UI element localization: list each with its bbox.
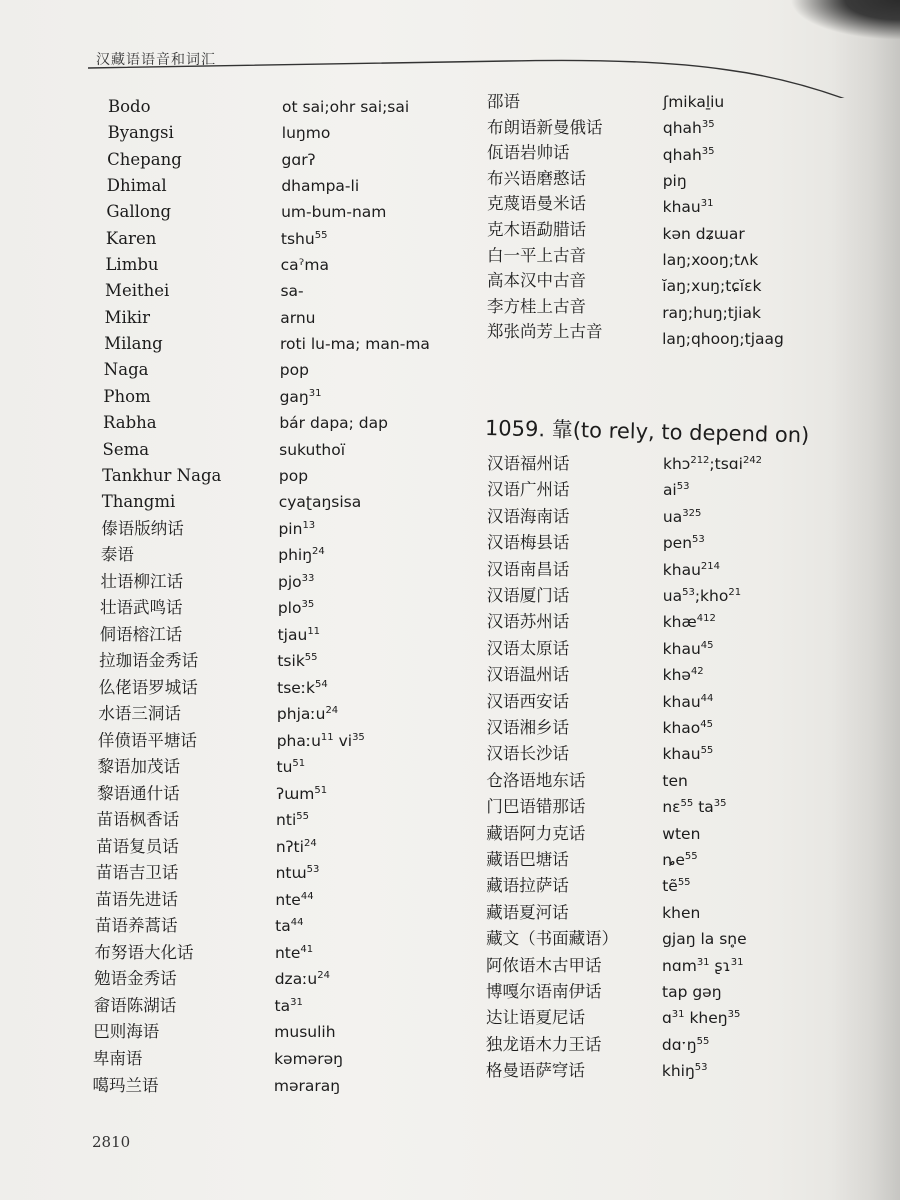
language-name: 侗语榕江话 — [99, 624, 183, 644]
word-form: piŋ — [662, 172, 687, 191]
word-form: plo$^{35}$ — [277, 599, 315, 618]
word-form: arnu — [280, 308, 316, 327]
language-name: 苗语养蒿话 — [94, 916, 178, 936]
language-name: Mikir — [104, 307, 150, 327]
language-name: 汉语湘乡话 — [486, 718, 569, 737]
language-name: 畲语陈湖话 — [93, 995, 177, 1015]
language-name: 格曼语萨穹话 — [485, 1061, 585, 1081]
language-name: 巴则海语 — [93, 1022, 160, 1042]
language-name: 黎语加茂话 — [97, 757, 180, 776]
language-name: Limbu — [105, 254, 159, 274]
word-form: gjaŋ la sn̥e — [662, 930, 747, 949]
language-name: 郑张尚芳上古音 — [487, 322, 603, 342]
word-form: phiŋ$^{24}$ — [278, 546, 325, 565]
word-form: pop — [278, 466, 309, 485]
language-name: Karen — [105, 228, 157, 248]
word-form: $ȵe^{55}$ — [662, 851, 698, 869]
language-name: 藏语阿力克话 — [486, 823, 586, 843]
word-form: khau$^{44}$ — [662, 692, 714, 711]
word-form: khiŋ$^{53}$ — [661, 1062, 708, 1081]
word-form: gɑrʔ — [281, 150, 316, 169]
word-form: kən dʑɯar — [662, 224, 745, 243]
word-form: phaːu$^{11}$ $vi^{35}$ — [276, 731, 365, 750]
word-form: $tu^{51}$ — [276, 758, 306, 776]
language-name: 泰语 — [100, 545, 134, 565]
language-name: Rabha — [102, 413, 157, 433]
language-name: 汉语广州话 — [486, 480, 570, 500]
page-curl-shadow — [830, 0, 900, 1200]
language-name: 卑南语 — [92, 1048, 143, 1068]
language-name: 布兴语磨憨话 — [487, 168, 586, 188]
word-form: $ua^{53};kho^{21}$ — [662, 587, 742, 605]
language-name: Dhimal — [106, 175, 167, 195]
word-form: dhampa-li — [281, 176, 360, 195]
language-name: 布朗语新曼俄话 — [487, 117, 603, 137]
word-form: khen — [662, 903, 701, 922]
language-name: Sema — [102, 439, 150, 459]
word-form: dɑˑŋ$^{55}$ — [661, 1035, 710, 1054]
word-form: khao$^{45}$ — [662, 719, 714, 737]
language-name: 高本汉中古音 — [487, 271, 586, 291]
running-head: 汉藏语语音和词汇 — [96, 52, 216, 68]
language-name: 苗语枫香话 — [96, 810, 180, 830]
language-name: Milang — [104, 334, 163, 354]
language-name: 噶玛兰语 — [92, 1075, 159, 1095]
word-form: məraraŋ — [273, 1076, 341, 1095]
word-form: ɑ$^{31}$ kheŋ$^{35}$ — [661, 1009, 741, 1028]
word-form: nte$^{41}$ — [274, 943, 314, 962]
word-form: roti lu-ma; man-ma — [280, 335, 430, 354]
page-corner-shadow — [790, 0, 900, 40]
language-name: 水语三洞话 — [98, 704, 181, 724]
language-name: 傣语版纳话 — [101, 518, 184, 538]
word-form: khau$^{214}$ — [662, 560, 721, 579]
language-name: 汉语梅县话 — [486, 533, 570, 553]
language-name: 汉语海南话 — [486, 506, 570, 526]
language-name: 藏语拉萨话 — [486, 876, 569, 896]
language-name: 博嘎尔语南伊话 — [486, 982, 602, 1001]
header-rule — [88, 58, 848, 98]
language-name: 佤语岩帅话 — [487, 143, 570, 163]
word-form: musulih — [274, 1023, 336, 1042]
language-name: 汉语西安话 — [486, 691, 570, 711]
word-form: nʔti$^{24}$ — [275, 837, 317, 856]
language-name: Phom — [103, 386, 151, 406]
word-form: luŋmo — [281, 124, 331, 143]
language-name: 苗语复员话 — [96, 836, 179, 856]
word-form: tap gəŋ — [662, 983, 722, 1001]
word-form: caˀma — [280, 255, 330, 274]
word-form: $ai^{53}$ — [662, 481, 690, 500]
language-name: 藏语夏河话 — [486, 902, 569, 922]
word-form: sukuthoï — [279, 440, 346, 459]
word-form: ntɯ$^{53}$ — [275, 864, 320, 883]
language-name: 拉珈语金秀话 — [99, 651, 199, 671]
word-form: khɔ$^{212}$;tsɑi$^{242}$ — [663, 455, 763, 473]
language-name: 壮语柳江话 — [100, 571, 183, 591]
language-name: 邵语 — [487, 92, 520, 111]
word-form: tshu$^{55}$ — [280, 229, 328, 248]
language-name: 门巴语错那话 — [486, 797, 586, 817]
word-form: qhah$^{35}$ — [662, 119, 715, 138]
word-form: khə$^{42}$ — [662, 666, 704, 685]
word-form: $ta^{44}$ — [275, 917, 304, 936]
language-name: 佯偾语平塘话 — [97, 730, 197, 750]
word-form: tsik$^{55}$ — [277, 652, 318, 671]
entry-gloss: (to rely, to depend on) — [572, 417, 810, 448]
language-name: Byangsi — [107, 123, 174, 143]
word-form: kəmərəŋ — [274, 1049, 343, 1068]
word-form: tseːk$^{54}$ — [277, 678, 328, 697]
language-name: Thangmi — [101, 492, 176, 512]
word-form: ten — [662, 771, 688, 790]
word-form: um-bum-nam — [281, 203, 387, 222]
language-name: 李方桂上古音 — [487, 296, 586, 316]
language-name: 达让语夏尼话 — [485, 1008, 585, 1028]
word-form: tẽ$^{55}$ — [662, 877, 691, 896]
word-form: sa- — [280, 282, 304, 301]
word-form: ĭaŋ;xuŋ;tɕĭɛk — [662, 277, 762, 296]
word-form: wten — [662, 824, 701, 843]
word-form: pop — [279, 361, 309, 380]
language-name: 克木语勐腊话 — [487, 220, 586, 239]
word-form: tjau$^{11}$ — [277, 625, 321, 644]
word-form: khau$^{55}$ — [662, 745, 714, 764]
word-form: ot sai;ohr sai;sai — [282, 98, 410, 116]
word-form: qhah$^{35}$ — [662, 145, 715, 164]
word-form: dzaːu$^{24}$ — [274, 970, 330, 989]
word-form: cyaʈaŋsisa — [278, 493, 362, 512]
language-name: 藏语巴塘话 — [486, 850, 569, 869]
word-form: phjaːu$^{24}$ — [276, 705, 339, 724]
word-form: bár dapa; dap — [279, 414, 388, 433]
language-name: 汉语苏州话 — [486, 612, 570, 632]
entry-number: 1059. — [484, 416, 546, 442]
word-form: nɛ$^{55}$ $ta^{35}$ — [662, 798, 727, 817]
word-form: pen$^{53}$ — [662, 534, 705, 553]
word-form: pin$^{13}$ — [278, 519, 316, 538]
page-number: 2810 — [92, 1133, 131, 1151]
word-form: pjo$^{33}$ — [278, 572, 315, 591]
word-form: khæ$^{412}$ — [662, 613, 716, 632]
language-name: 汉语福州话 — [487, 454, 570, 473]
language-name: Chepang — [107, 149, 182, 169]
language-name: 黎语通什话 — [97, 783, 180, 803]
language-name: 独龙语木力王话 — [485, 1034, 602, 1054]
language-name: Tankhur Naga — [102, 465, 222, 485]
word-form: khau$^{45}$ — [662, 639, 714, 658]
word-form: raŋ;huŋ;tjiak — [662, 303, 761, 322]
language-name: 汉语温州话 — [486, 665, 570, 685]
language-name: 壮语武鸣话 — [100, 598, 183, 618]
language-name: 白一平上古音 — [487, 245, 586, 265]
language-name: 仫佬语罗城话 — [98, 677, 198, 697]
word-form: gaŋ$^{31}$ — [279, 387, 322, 406]
language-name: Gallong — [106, 202, 172, 222]
language-name: 克蔑语曼米话 — [487, 194, 586, 214]
language-name: 藏文（书面藏语） — [486, 929, 619, 949]
language-name: 汉语厦门话 — [486, 586, 570, 605]
language-name: 汉语太原话 — [486, 638, 570, 658]
language-name: 苗语吉卫话 — [95, 863, 179, 883]
word-form: ʔɯm$^{51}$ — [276, 784, 328, 803]
language-name: 布努语大化话 — [94, 942, 194, 962]
word-form: laŋ;xooŋ;tʌk — [662, 251, 759, 270]
word-form: nɑm$^{31}$ ʂɿ$^{31}$ — [662, 956, 744, 975]
word-form: $ua^{325}$ — [662, 507, 702, 526]
language-name: Bodo — [108, 97, 151, 116]
word-form: khau$^{31}$ — [662, 198, 714, 217]
language-name: 汉语长沙话 — [486, 744, 569, 764]
language-name: 仓洛语地东话 — [486, 770, 586, 790]
word-form: nte$^{44}$ — [275, 890, 314, 909]
word-form: laŋ;qhooŋ;tjaag — [662, 330, 784, 349]
word-form: $ta^{31}$ — [274, 996, 303, 1015]
language-name: 苗语先进话 — [95, 889, 178, 909]
entry-character: 靠 — [551, 417, 574, 442]
language-name: 勉语金秀话 — [94, 969, 177, 989]
language-name: Naga — [103, 360, 149, 380]
language-name: Meithei — [105, 281, 170, 301]
word-form: nti$^{55}$ — [276, 811, 309, 830]
word-form: ʃmikaḻiu — [663, 93, 725, 111]
entry-heading — [485, 412, 810, 449]
language-name: 阿侬语木古甲话 — [486, 955, 602, 975]
language-name: 汉语南昌话 — [486, 559, 570, 579]
